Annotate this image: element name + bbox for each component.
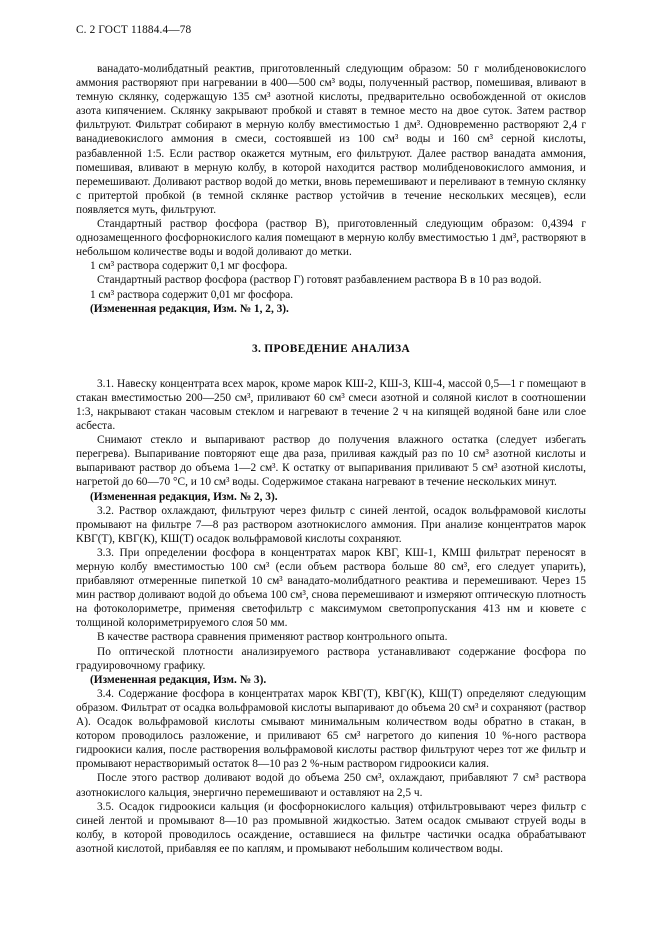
revision-note-1: (Измененная редакция, Изм. № 1, 2, 3). [90, 302, 289, 315]
paragraph-dilute-250: После этого раствор доливают водой до объема 250 см³, охлаждают, прибавляют 7 см³ раствора азотнокислого кальция, энергично перемешивают и оставляют на 2,5 ч. [76, 772, 586, 799]
paragraph-evaporation: Снимают стекло и выпаривают раствор до получения влажного остатка (следует избегать перегрева). Выпаривание повторяют еще два раза, приливая каждый раз по 10 см³ азотной кислоты и выпаривают раствор до объема 1—2 см³. К остатку от выпаривания приливают 5 см³ азотной кислоты, нагретой до 60—70 °С, и 10 см³ воды. Содержимое стакана нагревают в течение нескольких минут. [76, 434, 586, 489]
revision-note-3: (Измененная редакция, Изм. № 3). [90, 673, 267, 686]
paragraph-calibration-graph: По оптической плотности анализируемого раствора устанавливают содержание фосфора по градуировочному графику. [76, 645, 586, 672]
paragraph-3-5: 3.5. Осадок гидроокиси кальция (и фосфорнокислого кальция) отфильтровывают через фильтр с синей лентой и промывают 8—10 раз промывной жидкостью. Затем осадок смывают струей воды в колбу, в которой проводилось осаждение, оставшиеся на фильтре частички осадка обрабатывают азотной кислотой, прибавляя ее по каплям, и промывают небольшим количеством воды. [76, 800, 586, 855]
paragraph-3-2: 3.2. Раствор охлаждают, фильтруют через фильтр с синей лентой, осадок вольфрамовой кислоты промывают на фильтре 7—8 раз раствором азотнокислого аммония. При анализе концентратов марок КВГ(Т), КВГ(К), КШ(Т) осадок вольфрамовой кислоты сохраняют. [76, 504, 586, 545]
page-header: С. 2 ГОСТ 11884.4—78 [76, 24, 192, 36]
paragraph-reference-solution: В качестве раствора сравнения применяют раствор контрольного опыта. [97, 631, 448, 644]
paragraph-3-1: 3.1. Навеску концентрата всех марок, кроме марок КШ-2, КШ-3, КШ-4, массой 0,5—1 г помещают в стакан вместимостью 200—250 см³, приливают 60 см³ смеси азотной и соляной кислот в соотношении 1:3, накрывают стакан часовым стеклом и нагревают в течение 2 ч на кипящей водяной бане или слое асбеста. [76, 377, 586, 433]
spacer-after-heading [76, 356, 586, 377]
paragraph-standard-solution-g: Стандартный раствор фосфора (раствор Г) готовят разбавлением раствора В в 10 раз водой. [97, 274, 542, 287]
paragraph-concentration-g: 1 см³ раствора содержит 0,01 мг фосфора. [90, 288, 294, 301]
paragraph-3-3: 3.3. При определении фосфора в концентратах марок КВГ, КШ-1, КМШ фильтрат переносят в мерную колбу вместимостью 100 см³ (если объем раствора больше 80 см³, его следует упарить), прибавляют отмеренные пипеткой 10 см³ ванадато-молибдатного реактива и перемешивают. Через 15 мин раствор доливают водой до объема 100 см³, снова перемешивают и измеряют оптическую плотность на фотоколориметре, применяя светофильтр с максимумом светопропускания 413 нм и кювете с толщиной колориметрируемого слоя 50 мм. [76, 546, 586, 630]
revision-note-2: (Измененная редакция, Изм. № 2, 3). [90, 490, 278, 503]
paragraph-reagent-preparation: ванадато-молибдатный реактив, приготовленный следующим образом: 50 г молибденовокислого аммония растворяют при нагревании в 400—500 см³ воды, полученный раствор, помешивая, вливают в темную склянку, содержащую 135 см³ азотной кислоты, предварительно освобожденной от окислов азота кипячением. Склянку закрывают пробкой и ставят в темное место на двое суток. Затем раствор фильтруют. Фильтрат собирают в мерную колбу вместимостью 1 дм³. Одновременно растворяют 2,4 г ванадиевокислого аммония в смеси, состоявшей из 100 см³ воды и 160 см³ серной кислоты, разбавленной 1:5. Если раствор окажется мутным, его фильтруют. Далее раствор ванадата аммония, помешивая, вливают в мерную колбу, в которой находится раствор молибденовокислого аммония, и перемешивают. Доливают раствор водой до метки, вновь перемешивают и переливают в темную склянку с притертой пробкой (в темной склянке раствор устойчив в течение нескольких месяцев), если появляется муть, фильтруют. [76, 63, 586, 216]
document-body [76, 62, 586, 856]
paragraph-standard-solution-v: Стандартный раствор фосфора (раствор В), приготовленный следующим образом: 0,4394 г однозамещенного фосфорнокислого калия помещают в мерную колбу вместимостью 1 дм³, растворяют в небольшом количестве воды и водой доливают до метки. [76, 218, 586, 259]
paragraph-concentration-v: 1 см³ раствора содержит 0,1 мг фосфора. [90, 260, 288, 273]
section-heading-analysis: 3. ПРОВЕДЕНИЕ АНАЛИЗА [252, 342, 410, 355]
paragraph-3-4: 3.4. Содержание фосфора в концентратах марок КВГ(Т), КВГ(К), КШ(Т) определяют следующим образом. Фильтрат от осадка вольфрамовой кислоты выпаривают до объема 20 см³ и сохраняют (раствор А). Осадок вольфрамовой кислоты смывают минимальным количеством воды обратно в стакан, в котором проводилось разложение, и приливают 65 см³ нагретого до кипения 10 %-ного раствора гидроокиси калия, после растворения вольфрамовой кислоты раствор фильтруют через тот же фильтр и промывают нерастворимый остаток 8—10 раз 2 %-ным раствором гидроокиси калия. [76, 687, 586, 771]
spacer-before-heading [76, 316, 586, 342]
